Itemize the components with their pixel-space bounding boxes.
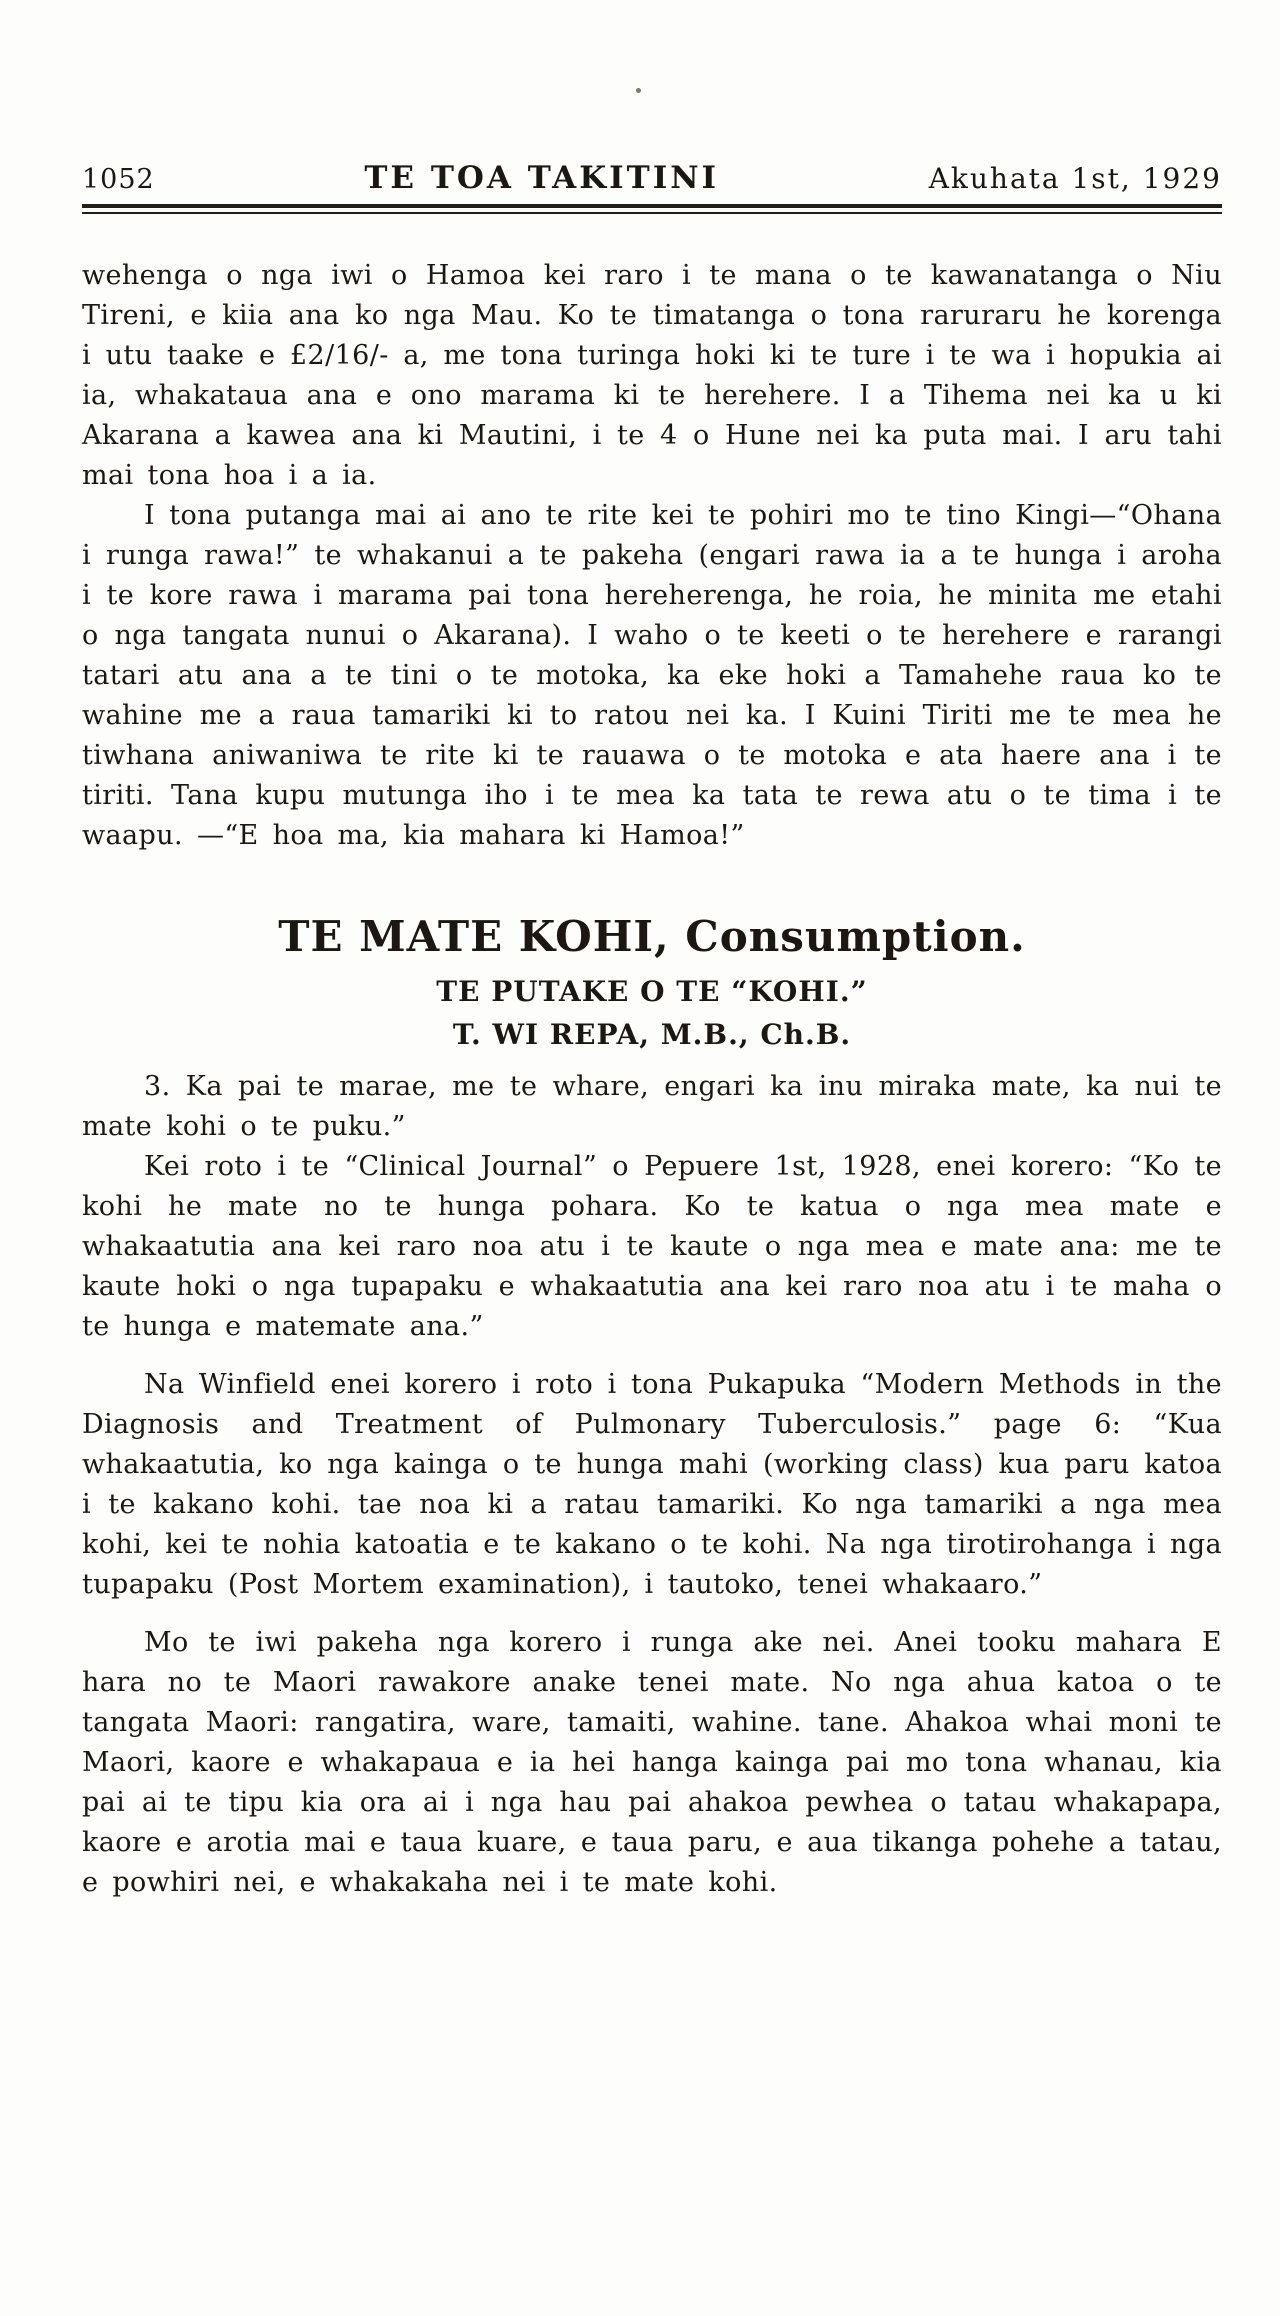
article-title: TE MATE KOHI, Consumption. xyxy=(278,912,1026,961)
journal-title: TE TOA TAKITINI xyxy=(364,160,720,196)
lead-paragraph: wehenga o nga iwi o Hamoa kei raro i te mana o te kawanatanga o Niu Tireni, e kiia ana ko nga Mau. Ko te timatanga o tona raruraru he korenga i utu taake e £2/16/- a, me tona turinga hoki ki te ture i te wa i hopukia ai ia, whakataua ana e ono marama ki te herehere. I a Tihema nei ka u ki Akarana a kawea ana ki Mautini, i te 4 o Hune nei ka puta mai. I aru tahi mai tona hoa i a ia. xyxy=(82,260,1222,491)
lead-paragraph: I tona putanga mai ai ano te rite kei te pohiri mo te tino Kingi—“Ohana i runga rawa!” te whakanui a te pakeha (engari rawa ia a te hunga i aroha i te kore rawa i marama pai tona hereherenga, he roia, he minita me etahi o nga tangata nunui o Akarana). I waho o te keeti o te herehere e rarangi tatari atu ana a te tini o te motoka, ka eke hoki a Tamahehe raua ko te wahine me a raua tamariki ki to ratou nei ka. I Kuini Tiriti me te mea he tiwhana aniwaniwa te rite ki te rauawa o te motoka e ata haere ana i te tiriti. Tana kupu mutunga iho i te mea ka tata te rewa atu o te tima i te waapu. —“E hoa ma, kia mahara ki Hamoa!” xyxy=(82,500,1222,851)
article-paragraph: Na Winfield enei korero i roto i tona Pukapuka “Modern Methods in the Diagnosis and Treatment of Pulmonary Tuberculosis.” page 6: “Kua whakaatutia, ko nga kainga o te hunga mahi (working class) kua paru katoa i te kakano kohi. tae noa ki a ratau tamariki. Ko nga tamariki a nga mea kohi, kei te nohia katoatia e te kakano o te kohi. Na nga tirotirohanga i nga tupapaku (Post Mortem examination), i tautoko, tenei whakaaro.” xyxy=(82,1369,1222,1600)
masthead-rule xyxy=(82,204,1222,214)
article-paragraph: 3. Ka pai te marae, me te whare, engari ka inu miraka mate, ka nui te mate kohi o te puku.” xyxy=(82,1071,1222,1142)
page-content xyxy=(82,0,1222,1903)
issue-date: Akuhata 1st, 1929 xyxy=(928,162,1222,195)
article-te-mate-kohi xyxy=(82,912,1222,1903)
lead-story xyxy=(82,256,1222,856)
article-paragraph: Mo te iwi pakeha nga korero i runga ake nei. Anei tooku mahara E hara no te Maori rawakore anake tenei mate. No nga ahua katoa o te tangata Maori: rangatira, ware, tamaiti, wahine. tane. Ahakoa whai moni te Maori, kaore e whakapaua e ia hei hanga kainga pai mo tona whanau, kia pai ai te tipu kia ora ai i nga hau pai ahakoa pewhea o tatau whakapapa, kaore e arotia mai e taua kuare, e taua paru, e aua tikanga pohehe a tatau, e powhiri nei, e whakakaha nei i te mate kohi. xyxy=(82,1627,1222,1898)
masthead xyxy=(82,160,1222,196)
article-byline: T. WI REPA, M.B., Ch.B. xyxy=(452,1018,852,1051)
article-paragraph: Kei roto i te “Clinical Journal” o Pepuere 1st, 1928, enei korero: “Ko te kohi he mate no te hunga pohara. Ko te katua o nga mea mate e whakaatutia ana kei raro noa atu i te kaute o nga mea e mate ana: me te kaute hoki o nga tupapaku e whakaatutia ana kei raro noa atu i te maha o te hunga e matemate ana.” xyxy=(82,1151,1222,1342)
page-number: 1052 xyxy=(82,164,155,195)
article-subtitle: TE PUTAKE O TE “KOHI.” xyxy=(436,975,868,1008)
